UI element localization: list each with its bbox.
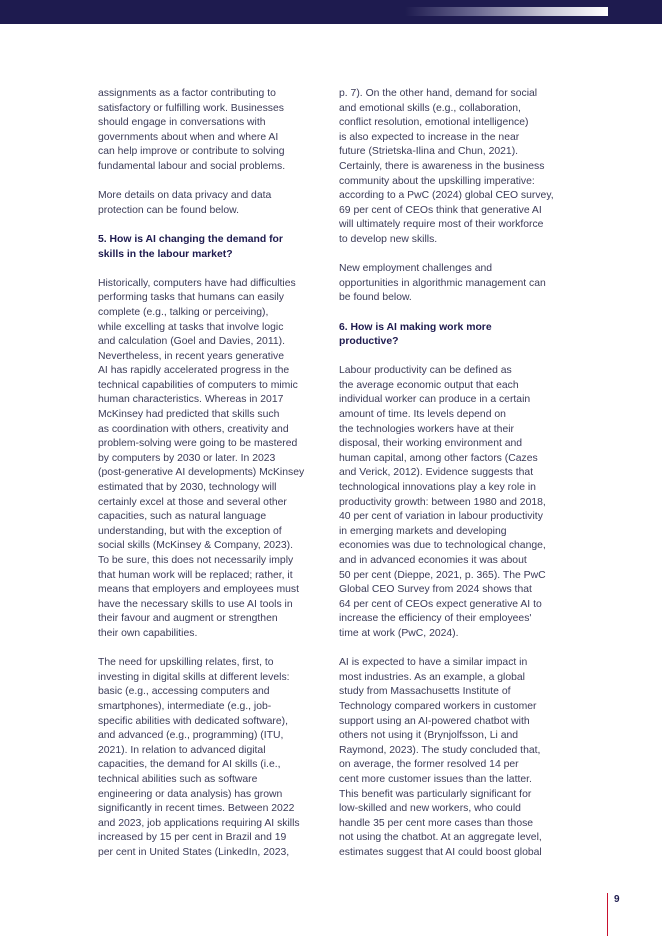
right-paragraph-3: Labour productivity can be defined as the average economic output that each individual worker can produce in a certain amount of time. Its levels depend on the technologies workers have at their disposal, their working environment and human capital, among other factors (Cazes and Verick, 2012). Evidence suggests that technological innovations play a key role in productivity growth: between 1980 and 2018, 40 per cent of variation in labour productivity in emerging markets and developing economies was due to technological change, and in advanced economies it was about 50 per cent (Dieppe, 2021, p. 365). The PwC Global CEO Survey from 2024 shows that 64 per cent of CEOs expect generative AI to increase the efficiency of their employees' time at work (PwC, 2024). [339,365,546,639]
left-column [98,87,320,875]
footer-accent-rule [607,893,608,936]
header-gradient-strip [405,7,608,16]
left-paragraph-2: More details on data privacy and data protection can be found below. [98,190,272,216]
header-bar [0,0,662,24]
section-heading-6: 6. How is AI making work more productive? [339,321,492,348]
left-paragraph-1: assignments as a factor contributing to satisfactory or fulfilling work. Businesses should engage in conversations with governments about when and where AI can help improve or contribute to solving fundamental labour and social problems. [98,88,286,172]
right-column [339,87,561,875]
section-heading-5: 5. How is AI changing the demand for skills in the labour market? [98,233,283,260]
right-paragraph-4: AI is expected to have a similar impact in most industries. As an example, a global study from Massachusetts Institute of Technology compared workers in customer support using an AI-powered chatbot with others not using it (Brynjolfsson, Li and Raymond, 2023). The study concluded that, on average, the former resolved 14 per cent more customer issues than the latter. This benefit was particularly significant for low-skilled and new workers, who could handle 35 per cent more cases than those not using the chatbot. At an aggregate level, estimates suggest that AI could boost global [339,657,542,858]
right-paragraph-2: New employment challenges and opportunities in algorithmic management can be found below. [339,263,546,304]
page-number: 9 [614,894,620,905]
left-paragraph-4: The need for upskilling relates, first, to investing in digital skills at different levels: basic (e.g., accessing computers and smartphones), intermediate (e.g., job- specific abilities with dedicated software), and advanced (e.g., programming) (ITU, 2021). In relation to advanced digital capacities, the demand for AI skills (i.e., technical abilities such as software engineering or data analysis) has grown significantly in recent times. Between 2022 and 2023, job applications requiring AI skills increased by 15 per cent in Brazil and 19 per cent in United States (LinkedIn, 2023, [98,657,300,858]
left-paragraph-3: Historically, computers have had difficulties performing tasks that humans can easily complete (e.g., talking or perceiving), while excelling at tasks that involve logic and calculation (Goel and Davies, 2011). Nevertheless, in recent years generative AI has rapidly accelerated progress in the technical capabilities of computers to mimic human characteristics. Whereas in 2017 McKinsey had predicted that skills such as coordination with others, creativity and problem-solving were going to be mastered by computers by 2030 or later. In 2023 (post-generative AI developments) McKinsey estimated that by 2030, technology will certainly excel at those and several other capacities, such as natural language understanding, but with the exception of social skills (McKinsey & Company, 2023). To be sure, this does not necessarily imply that human work will be replaced; rather, it means that employers and employees must have the necessary skills to use AI tools in their favour and augment or strengthen their own capabilities. [98,277,305,639]
right-paragraph-1: p. 7). On the other hand, demand for social and emotional skills (e.g., collaboration, conflict resolution, emotional intelligence) is also expected to increase in the near future (Strietska-Ilina and Chun, 2021). Certainly, there is awareness in the business community about the upskilling imperative: according to a PwC (2024) global CEO survey, 69 per cent of CEOs think that generative AI will ultimately require most of their workforce to develop new skills. [339,88,554,245]
